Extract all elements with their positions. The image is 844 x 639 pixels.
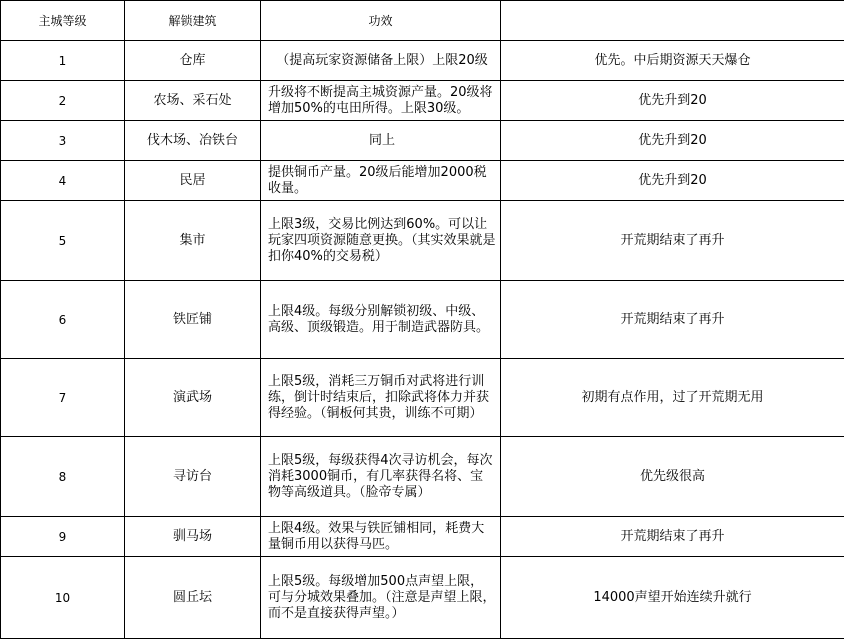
table-row [1, 161, 844, 201]
building-cell: 寻访台 [125, 437, 261, 517]
table-row [1, 359, 844, 437]
table-row [1, 437, 844, 517]
building-cell: 伐木场、冶铁台 [125, 121, 261, 161]
effect-cell: 上限3级，交易比例达到60%。可以让玩家四项资源随意更换。（其实效果就是扣你40%的交易税） [261, 201, 501, 281]
header-row [1, 1, 844, 41]
header-level: 主城等级 [1, 1, 125, 41]
table-row [1, 121, 844, 161]
level-cell: 3 [1, 121, 125, 161]
building-cell: 铁匠铺 [125, 281, 261, 359]
level-cell: 9 [1, 517, 125, 557]
table-row [1, 41, 844, 81]
header-effect: 功效 [261, 1, 501, 41]
effect-cell: 上限5级。每级增加500点声望上限，可与分城效果叠加。（注意是声望上限，而不是直接获得声望。） [261, 557, 501, 639]
building-cell: 仓库 [125, 41, 261, 81]
effect-cell: 升级将不断提高主城资源产量。20级将增加50%的屯田所得。上限30级。 [261, 81, 501, 121]
note-cell: 开荒期结束了再升 [501, 201, 844, 281]
building-cell: 集市 [125, 201, 261, 281]
building-cell: 演武场 [125, 359, 261, 437]
note-cell: 优先升到20 [501, 81, 844, 121]
building-cell: 圆丘坛 [125, 557, 261, 639]
effect-cell: （提高玩家资源储备上限）上限20级 [261, 41, 501, 81]
effect-cell: 同上 [261, 121, 501, 161]
effect-cell: 上限5级，消耗三万铜币对武将进行训练，倒计时结束后，扣除武将体力并获得经验。（铜板何其贵，训练不可期） [261, 359, 501, 437]
note-cell: 14000声望开始连续升就行 [501, 557, 844, 639]
table-row [1, 281, 844, 359]
level-cell: 7 [1, 359, 125, 437]
note-cell: 初期有点作用，过了开荒期无用 [501, 359, 844, 437]
level-cell: 6 [1, 281, 125, 359]
table-row [1, 557, 844, 639]
effect-cell: 上限4级。每级分别解锁初级、中级、高级、顶级锻造。用于制造武器防具。 [261, 281, 501, 359]
table-row [1, 81, 844, 121]
note-cell: 开荒期结束了再升 [501, 517, 844, 557]
note-cell: 优先级很高 [501, 437, 844, 517]
table-row [1, 201, 844, 281]
building-cell: 民居 [125, 161, 261, 201]
level-cell: 10 [1, 557, 125, 639]
note-cell: 开荒期结束了再升 [501, 281, 844, 359]
effect-cell: 上限5级，每级获得4次寻访机会，每次消耗3000铜币，有几率获得名将、宝物等高级道具。（脸帝专属） [261, 437, 501, 517]
table-row [1, 517, 844, 557]
level-cell: 2 [1, 81, 125, 121]
note-cell: 优先升到20 [501, 121, 844, 161]
note-cell: 优先。中后期资源天天爆仓 [501, 41, 844, 81]
note-cell: 优先升到20 [501, 161, 844, 201]
header-note [501, 1, 844, 41]
header-building: 解锁建筑 [125, 1, 261, 41]
level-cell: 5 [1, 201, 125, 281]
effect-cell: 提供铜币产量。20级后能增加2000税收量。 [261, 161, 501, 201]
building-cell: 农场、采石处 [125, 81, 261, 121]
level-cell: 1 [1, 41, 125, 81]
building-cell: 驯马场 [125, 517, 261, 557]
level-cell: 4 [1, 161, 125, 201]
level-cell: 8 [1, 437, 125, 517]
effect-cell: 上限4级。效果与铁匠铺相同，耗费大量铜币用以获得马匹。 [261, 517, 501, 557]
